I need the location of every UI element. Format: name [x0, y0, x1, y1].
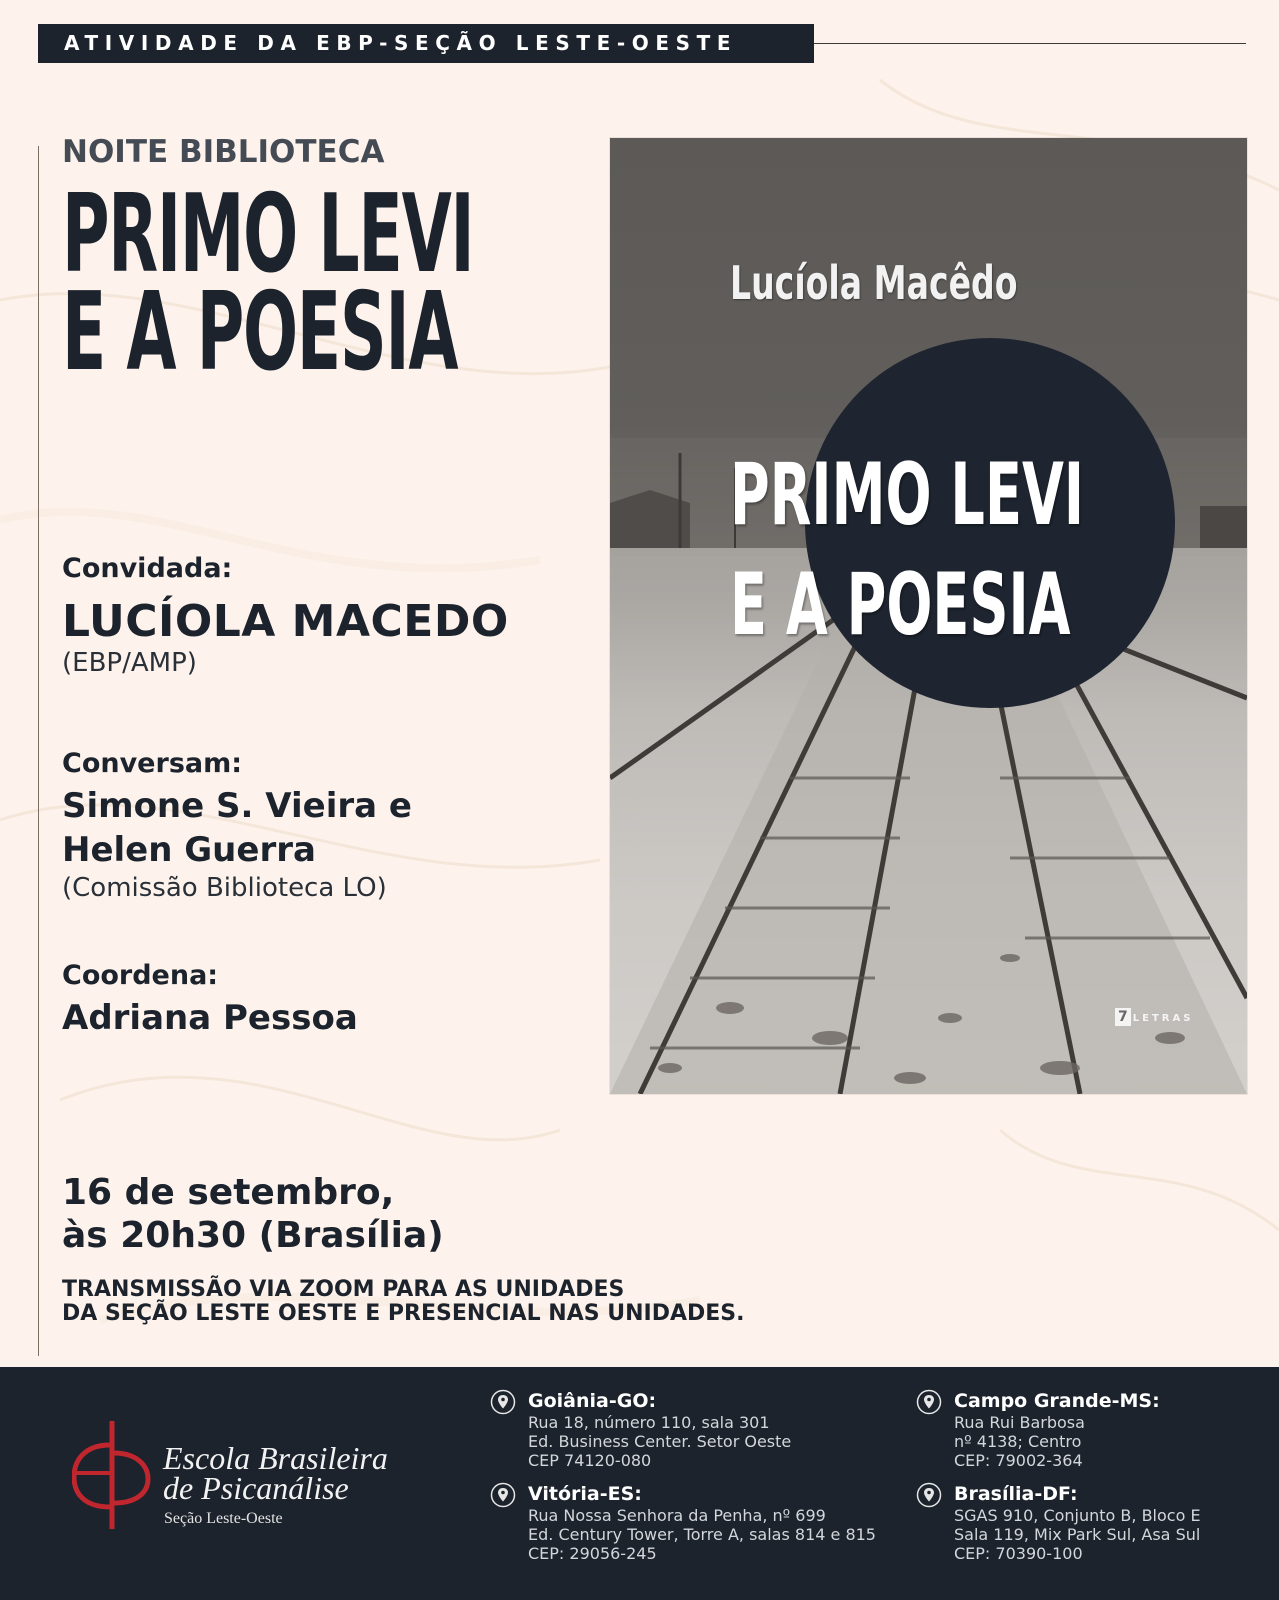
header-divider [814, 43, 1246, 44]
location-pin-icon [916, 1482, 942, 1508]
speakers-label: Conversam: [62, 748, 243, 779]
header-band [38, 24, 814, 63]
coordinator-name: Adriana Pessoa [62, 998, 358, 1038]
cover-author: Lucíola Macêdo [730, 256, 1018, 310]
address-city: Brasília-DF: [954, 1483, 1078, 1505]
guest-name: LUCÍOLA MACEDO [62, 596, 509, 647]
address-line: Rua Nossa Senhora da Penha, nº 699 [528, 1506, 826, 1525]
event-kicker: NOITE BIBLIOTECA [62, 134, 385, 170]
address-line: CEP 74120-080 [528, 1451, 652, 1470]
speakers-line2: Helen Guerra [62, 830, 316, 870]
logo-line1: Escola Brasileira [163, 1440, 388, 1476]
publisher-number: 7 [1115, 1008, 1131, 1026]
broadcast-note-line2: DA SEÇÃO LESTE OESTE E PRESENCIAL NAS UNIDADES. [62, 1301, 745, 1326]
address-line: CEP: 70390-100 [954, 1544, 1083, 1563]
event-title-line2: E A POESIA [62, 270, 458, 395]
address-line: SGAS 910, Conjunto B, Bloco E [954, 1506, 1201, 1525]
address-campo-grande [954, 1389, 1160, 1470]
footer [0, 1367, 1279, 1600]
address-city: Campo Grande-MS: [954, 1390, 1160, 1412]
address-line: Ed. Business Center. Setor Oeste [528, 1432, 792, 1451]
guest-affiliation: (EBP/AMP) [62, 648, 197, 678]
publisher-name: LETRAS [1132, 1013, 1194, 1024]
guest-label: Convidada: [62, 553, 233, 584]
logo-line2: de Psicanálise [163, 1470, 349, 1506]
cover-title-line2: E A POESIA [730, 555, 1071, 655]
address-line: Rua Rui Barbosa [954, 1413, 1085, 1432]
publisher-logo [1115, 1008, 1193, 1026]
header-band-text: ATIVIDADE DA EBP-SEÇÃO LESTE-OESTE [64, 31, 738, 55]
address-line: Ed. Century Tower, Torre A, salas 814 e 815 [528, 1525, 876, 1544]
cover-title [730, 440, 1084, 660]
broadcast-note-line1: TRANSMISSÃO VIA ZOOM PARA AS UNIDADES [62, 1277, 625, 1302]
event-title [62, 172, 474, 395]
speakers-affiliation: (Comissão Biblioteca LO) [62, 873, 387, 903]
address-line: CEP: 79002-364 [954, 1451, 1083, 1470]
event-time: às 20h30 (Brasília) [62, 1215, 444, 1256]
location-pin-icon [490, 1482, 516, 1508]
event-title-line1: PRIMO LEVI [62, 172, 474, 297]
cover-title-line1: PRIMO LEVI [730, 445, 1085, 545]
address-line: CEP: 29056-245 [528, 1544, 657, 1563]
location-pin-icon [916, 1389, 942, 1415]
logo-wordmark [163, 1440, 388, 1506]
address-vitoria [528, 1482, 876, 1563]
left-vertical-rule [38, 146, 39, 1356]
coordinator-label: Coordena: [62, 960, 219, 991]
address-line: Sala 119, Mix Park Sul, Asa Sul [954, 1525, 1201, 1544]
address-city: Goiânia-GO: [528, 1390, 657, 1412]
logo-subtitle: Seção Leste-Oeste [164, 1510, 283, 1527]
address-brasilia [954, 1482, 1201, 1563]
speakers-line1: Simone S. Vieira e [62, 786, 412, 826]
address-line: nº 4138; Centro [954, 1432, 1082, 1451]
book-cover [610, 138, 1247, 1094]
ebp-logo-icon [72, 1419, 152, 1531]
address-city: Vitória-ES: [528, 1483, 642, 1505]
event-date: 16 de setembro, [62, 1172, 395, 1213]
location-pin-icon [490, 1389, 516, 1415]
address-line: Rua 18, número 110, sala 301 [528, 1413, 770, 1432]
address-goiania [528, 1389, 791, 1470]
